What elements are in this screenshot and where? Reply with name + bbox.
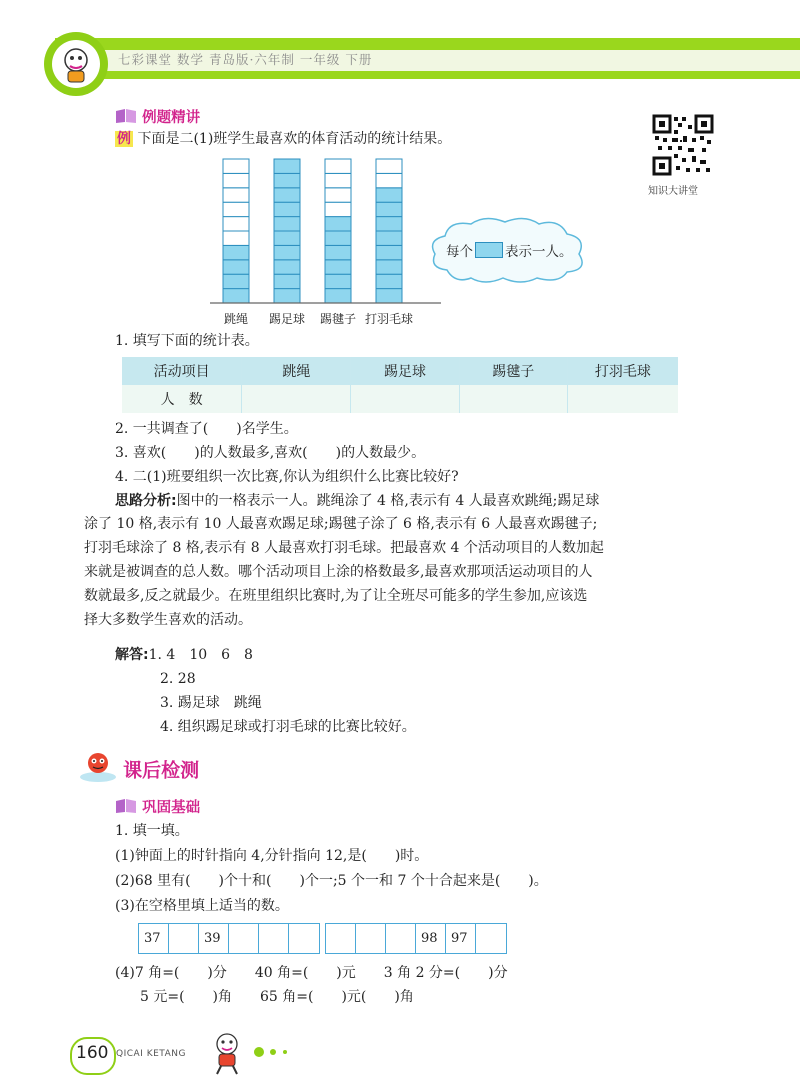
sequence-cell[interactable]	[326, 924, 356, 953]
legend-swatch	[475, 242, 503, 258]
after-class-heading	[78, 750, 199, 788]
table-header-row	[122, 357, 678, 385]
chart-cell-filled	[274, 188, 300, 202]
sequence-cell[interactable]	[386, 924, 416, 953]
chart-bar	[376, 159, 402, 303]
chart-bar	[223, 159, 249, 303]
footer-dot	[254, 1047, 264, 1057]
qr-code[interactable]	[652, 114, 714, 176]
table-blank-cell[interactable]	[459, 385, 567, 413]
analysis-line-1	[115, 490, 599, 513]
chart-cell-filled	[223, 245, 249, 259]
chart-cell-empty	[223, 159, 249, 173]
after-s4a: (4)7 角=( )分 40 角=( )元 3 角 2 分=( )分	[115, 965, 508, 981]
mascot-runner-icon	[78, 750, 118, 788]
answer-3: 3. 踢足球 跳绳	[160, 695, 262, 711]
chart-cell-filled	[274, 289, 300, 303]
table-header-cell: 跳绳	[242, 357, 351, 385]
analysis-line: 打羽毛球涂了 8 格,表示有 8 人最喜欢打羽毛球。把最喜欢 4 个活动项目的人数加起	[84, 540, 604, 556]
chart-cell-filled	[376, 188, 402, 202]
analysis-label: 思路分析:	[115, 493, 177, 509]
chart-cell-empty	[223, 202, 249, 216]
analysis-line: 来就是被调查的总人数。哪个活动项目上涂的格数最多,最喜欢那项活运动项目的人	[84, 564, 593, 580]
table-count-row	[122, 385, 678, 413]
table-header-cell: 踢足球	[351, 357, 459, 385]
chart-cell-empty	[325, 188, 351, 202]
chart-bar	[274, 159, 300, 303]
answer-2: 2. 28	[160, 671, 196, 687]
chart-cell-filled	[376, 260, 402, 274]
sequence-cell[interactable]	[356, 924, 386, 953]
footer-dot	[283, 1050, 287, 1054]
qr-caption: 知识大讲堂	[648, 186, 698, 197]
consolidate-heading-text: 巩固基础	[142, 800, 201, 816]
table-header-cell: 打羽毛球	[567, 357, 678, 385]
chart-cell-empty	[325, 202, 351, 216]
chart-cell-empty	[223, 217, 249, 231]
example-tag: 例	[117, 131, 131, 147]
chart-cell-empty	[223, 188, 249, 202]
chart-bar	[325, 159, 351, 303]
answer-line-1	[115, 644, 253, 667]
chart-category-label: 踢足球	[268, 312, 306, 326]
chart-category-label: 跳绳	[223, 312, 249, 326]
chart-cell-filled	[325, 217, 351, 231]
analysis-line: 涂了 10 格,表示有 10 人最喜欢踢足球;踢毽子涂了 6 格,表示有 6 人最喜欢踢毽子;	[84, 516, 598, 532]
answer-label: 解答:	[115, 647, 149, 663]
table-blank-cell[interactable]	[242, 385, 351, 413]
question-2: 2. 一共调查了( )名学生。	[115, 421, 298, 437]
page-number: 160	[76, 1043, 109, 1063]
brand-name: QICAI KETANG	[116, 1049, 186, 1059]
book-icon	[115, 798, 137, 818]
question-1: 1. 填写下面的统计表。	[115, 333, 259, 349]
after-s4b: 5 元=( )角 65 角=( )元( )角	[140, 989, 414, 1005]
chart-cell-filled	[376, 217, 402, 231]
sequence-cell: 37	[139, 924, 169, 953]
analysis-text: 图中的一格表示一人。跳绳涂了 4 格,表示有 4 人最喜欢跳绳;踢足球	[176, 493, 600, 509]
chart-cell-filled	[274, 274, 300, 288]
example-heading	[115, 106, 200, 128]
sequence-cell: 98	[416, 924, 446, 953]
analysis-line: 择大多数学生喜欢的活动。	[84, 612, 252, 628]
chart-cell-filled	[325, 274, 351, 288]
legend-suffix: 表示一人。	[505, 244, 573, 260]
chart-cell-filled	[274, 260, 300, 274]
sequence-cell[interactable]	[229, 924, 259, 953]
table-header-cell: 活动项目	[122, 357, 242, 385]
chart-cell-filled	[274, 159, 300, 173]
header-bar-top	[55, 38, 800, 50]
chart-cell-filled	[376, 245, 402, 259]
example-line	[115, 128, 451, 151]
chart-cell-filled	[223, 274, 249, 288]
after-s3: (3)在空格里填上适当的数。	[115, 898, 289, 914]
chart-cell-filled	[325, 260, 351, 274]
answer-1: 1. 4 10 6 8	[148, 647, 253, 663]
sequence-row-2	[325, 923, 507, 954]
sequence-cell: 97	[446, 924, 476, 953]
after-class-heading-text: 课后检测	[123, 759, 200, 782]
chart-cell-empty	[325, 173, 351, 187]
chart-cell-filled	[376, 274, 402, 288]
sequence-cell: 39	[199, 924, 229, 953]
book-icon	[115, 108, 137, 128]
chart-cell-empty	[223, 173, 249, 187]
chart-cell-filled	[274, 231, 300, 245]
footer-mascot-icon	[205, 1030, 251, 1080]
table-header-cell: 踢毽子	[459, 357, 567, 385]
chart-cell-filled	[274, 202, 300, 216]
chart-legend	[446, 240, 573, 260]
consolidate-heading	[115, 796, 200, 818]
example-heading-text: 例题精讲	[142, 110, 201, 126]
chart-category-label: 打羽毛球	[364, 312, 414, 326]
chart-cell-filled	[376, 231, 402, 245]
table-blank-cell[interactable]	[567, 385, 678, 413]
after-s1: (1)钟面上的时针指向 4,分针指向 12,是( )时。	[115, 848, 429, 864]
sequence-cell[interactable]	[169, 924, 199, 953]
chart-cell-filled	[274, 245, 300, 259]
table-blank-cell[interactable]	[351, 385, 459, 413]
footer-dot	[270, 1049, 276, 1055]
example-text: 下面是二(1)班学生最喜欢的体育活动的统计结果。	[137, 131, 452, 147]
answer-4: 4. 组织踢足球或打羽毛球的比赛比较好。	[160, 719, 416, 735]
after-q1: 1. 填一填。	[115, 823, 189, 839]
stat-table	[122, 357, 678, 413]
chart-category-label: 踢毽子	[319, 312, 357, 326]
book-title: 七彩课堂 数学 青岛版·六年制 一年级 下册	[118, 52, 373, 67]
chart-cell-filled	[325, 245, 351, 259]
bar-chart	[205, 156, 455, 331]
chart-cell-filled	[223, 260, 249, 274]
chart-cell-empty	[325, 159, 351, 173]
question-4: 4. 二(1)班要组织一次比赛,你认为组织什么比赛比较好?	[115, 469, 459, 485]
mascot-icon	[52, 40, 100, 88]
header-bar-bottom	[55, 71, 800, 79]
question-3: 3. 喜欢( )的人数最多,喜欢( )的人数最少。	[115, 445, 426, 461]
legend-prefix: 每个	[446, 244, 473, 260]
sequence-cell[interactable]	[259, 924, 289, 953]
chart-cell-filled	[376, 202, 402, 216]
chart-cell-empty	[376, 159, 402, 173]
table-row-label: 人 数	[122, 385, 242, 413]
chart-cell-filled	[223, 289, 249, 303]
chart-cell-filled	[376, 289, 402, 303]
sequence-cell[interactable]	[476, 924, 506, 953]
chart-cell-filled	[274, 217, 300, 231]
chart-cell-filled	[325, 231, 351, 245]
sequence-cell[interactable]	[289, 924, 319, 953]
chart-cell-filled	[274, 173, 300, 187]
after-s2: (2)68 里有( )个十和( )个一;5 个一和 7 个十合起来是( )。	[115, 873, 548, 889]
chart-cell-filled	[325, 289, 351, 303]
sequence-row-1	[138, 923, 320, 954]
chart-cell-empty	[376, 173, 402, 187]
chart-cell-empty	[223, 231, 249, 245]
analysis-line: 数就最多,反之就最少。在班里组织比赛时,为了让全班尽可能多的学生参加,应该选	[84, 588, 588, 604]
